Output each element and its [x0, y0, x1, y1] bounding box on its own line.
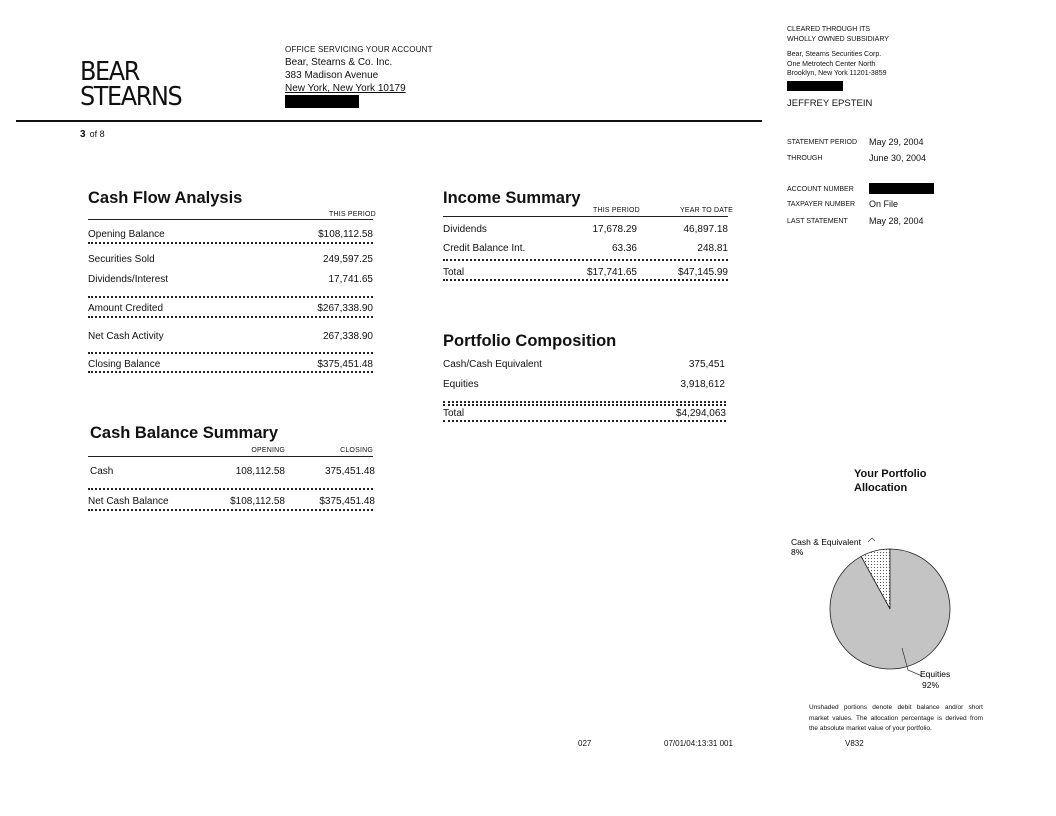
net-cash-closing-value: $375,451.48 — [319, 496, 375, 507]
allocation-pie-chart — [780, 530, 990, 700]
redaction-bar — [285, 95, 359, 108]
cash-flow-section — [88, 189, 242, 208]
cash-balance-title: Cash Balance Summary — [90, 424, 279, 442]
last-statement-label: LAST STATEMENT — [787, 218, 848, 225]
cash-closing-value: 375,451.48 — [324, 466, 375, 477]
pie-label-equities: Equities — [920, 669, 951, 679]
allocation-title-line-2: Allocation — [854, 482, 908, 494]
pie-slice-equities — [830, 549, 950, 669]
taxpayer-value: On File — [869, 199, 899, 209]
statement-period-value: May 29, 2004 — [869, 137, 924, 147]
footer-timestamp: 07/01/04:13:31 001 — [664, 739, 733, 748]
equities-label: Equities — [443, 379, 479, 390]
col-opening: OPENING — [251, 447, 285, 454]
divider — [88, 488, 373, 490]
footer-code: 027 — [578, 739, 592, 748]
divider — [443, 404, 726, 406]
cleared-line-1: CLEARED THROUGH ITS — [787, 26, 871, 33]
cleared-line-2: WHOLLY OWNED SUBSIDIARY — [787, 35, 889, 43]
label-leader-cash — [868, 538, 875, 542]
statement-period-label: STATEMENT PERIOD — [787, 139, 858, 146]
office-line-3: New York, New York 10179 — [285, 83, 406, 94]
dividends-interest-value: 17,741.65 — [328, 274, 373, 285]
last-statement-value: May 28, 2004 — [869, 216, 924, 226]
allocation-note: Unshaded portions denote debit balance and/or short market values. The allocation percentage is derived from the absolute market value of your portfolio. — [809, 704, 983, 732]
allocation-title — [854, 467, 927, 495]
dividends-period-value: 17,678.29 — [592, 224, 637, 235]
income-title: Income Summary — [443, 189, 581, 207]
divider — [88, 242, 373, 244]
cash-flow-col-header: THIS PERIOD — [329, 211, 376, 218]
securities-sold-label: Securities Sold — [88, 254, 155, 265]
divider — [443, 259, 728, 261]
opening-balance-value: $108,112.58 — [318, 229, 373, 240]
closing-balance-value: $375,451.48 — [317, 359, 373, 370]
pie-label-cash-pct: 8% — [791, 547, 804, 557]
redaction-bar — [787, 81, 843, 91]
amount-credited-label: Amount Credited — [88, 303, 164, 314]
page-number-value: 3 — [80, 129, 86, 140]
firm-line-1: Bear, Stearns Securities Corp. — [787, 51, 882, 58]
cash-label: Cash — [90, 466, 114, 477]
divider — [88, 371, 373, 373]
allocation-title-line-1: Your Portfolio — [854, 468, 927, 480]
portfolio-total-value: $4,294,063 — [675, 408, 726, 419]
net-cash-activity-label: Net Cash Activity — [88, 331, 164, 342]
office-address — [285, 43, 433, 108]
net-cash-balance-label: Net Cash Balance — [88, 496, 169, 507]
opening-balance-label: Opening Balance — [88, 229, 165, 240]
amount-credited-value: $267,338.90 — [317, 303, 373, 314]
divider — [88, 296, 373, 298]
divider — [443, 279, 728, 281]
securities-sold-value: 249,597.25 — [322, 254, 373, 265]
taxpayer-label: TAXPAYER NUMBER — [787, 201, 856, 208]
account-number-label: ACCOUNT NUMBER — [787, 186, 854, 193]
cash-flow-title: Cash Flow Analysis — [88, 189, 243, 207]
through-label: THROUGH — [787, 155, 823, 162]
divider — [88, 316, 373, 318]
logo-line-1: BEAR — [80, 57, 139, 87]
col-this-period: THIS PERIOD — [593, 207, 640, 214]
page-of: of 8 — [89, 129, 105, 139]
pie-label-equities-pct: 92% — [922, 680, 940, 690]
logo-line-2: STEARNS — [80, 82, 182, 112]
page-number — [80, 129, 105, 140]
clearing-info — [787, 25, 889, 108]
divider — [88, 219, 373, 220]
firm-line-3: Brooklyn, New York 11201-3859 — [787, 70, 887, 77]
divider — [88, 456, 373, 457]
divider — [443, 401, 726, 403]
cash-balance-section — [90, 424, 278, 443]
pie-label-cash: Cash & Equivalent — [791, 537, 861, 547]
credit-balance-period-value: 63.36 — [611, 243, 637, 254]
divider — [88, 509, 373, 511]
through-value: June 30, 2004 — [869, 153, 927, 163]
credit-balance-label: Credit Balance Int. — [443, 243, 526, 254]
firm-line-2: One Metrotech Center North — [787, 60, 876, 68]
col-year-to-date: YEAR TO DATE — [680, 207, 733, 214]
office-line-2: 383 Madison Avenue — [285, 70, 379, 81]
income-section — [443, 189, 581, 208]
equities-value: 3,918,612 — [680, 379, 725, 390]
divider — [88, 352, 373, 354]
cash-equivalent-label: Cash/Cash Equivalent — [443, 359, 542, 370]
cash-opening-value: 108,112.58 — [235, 466, 285, 477]
net-cash-activity-value: 267,338.90 — [322, 331, 373, 342]
office-line-1: Bear, Stearns & Co. Inc. — [285, 57, 393, 68]
divider — [443, 420, 726, 422]
footer-version: V832 — [845, 739, 864, 748]
dividends-ytd-value: 46,897.18 — [683, 224, 728, 235]
header-rule — [16, 120, 762, 122]
income-total-period-value: $17,741.65 — [586, 267, 637, 278]
income-total-ytd-value: $47,145.99 — [677, 267, 728, 278]
office-heading: OFFICE SERVICING YOUR ACCOUNT — [285, 45, 433, 54]
cash-equivalent-value: 375,451 — [688, 359, 725, 370]
bear-stearns-logo — [80, 57, 182, 112]
portfolio-total-label: Total — [443, 408, 465, 419]
income-total-label: Total — [443, 267, 465, 278]
dividends-interest-label: Dividends/Interest — [88, 274, 169, 285]
closing-balance-label: Closing Balance — [88, 359, 161, 370]
credit-balance-ytd-value: 248.81 — [697, 243, 728, 254]
portfolio-section — [443, 332, 616, 351]
dividends-label: Dividends — [443, 224, 487, 235]
net-cash-opening-value: $108,112.58 — [230, 496, 285, 507]
divider — [443, 216, 728, 217]
portfolio-title: Portfolio Composition — [443, 332, 617, 350]
redaction-bar — [869, 183, 934, 194]
client-name: JEFFREY EPSTEIN — [787, 97, 873, 109]
col-closing: CLOSING — [340, 447, 373, 454]
